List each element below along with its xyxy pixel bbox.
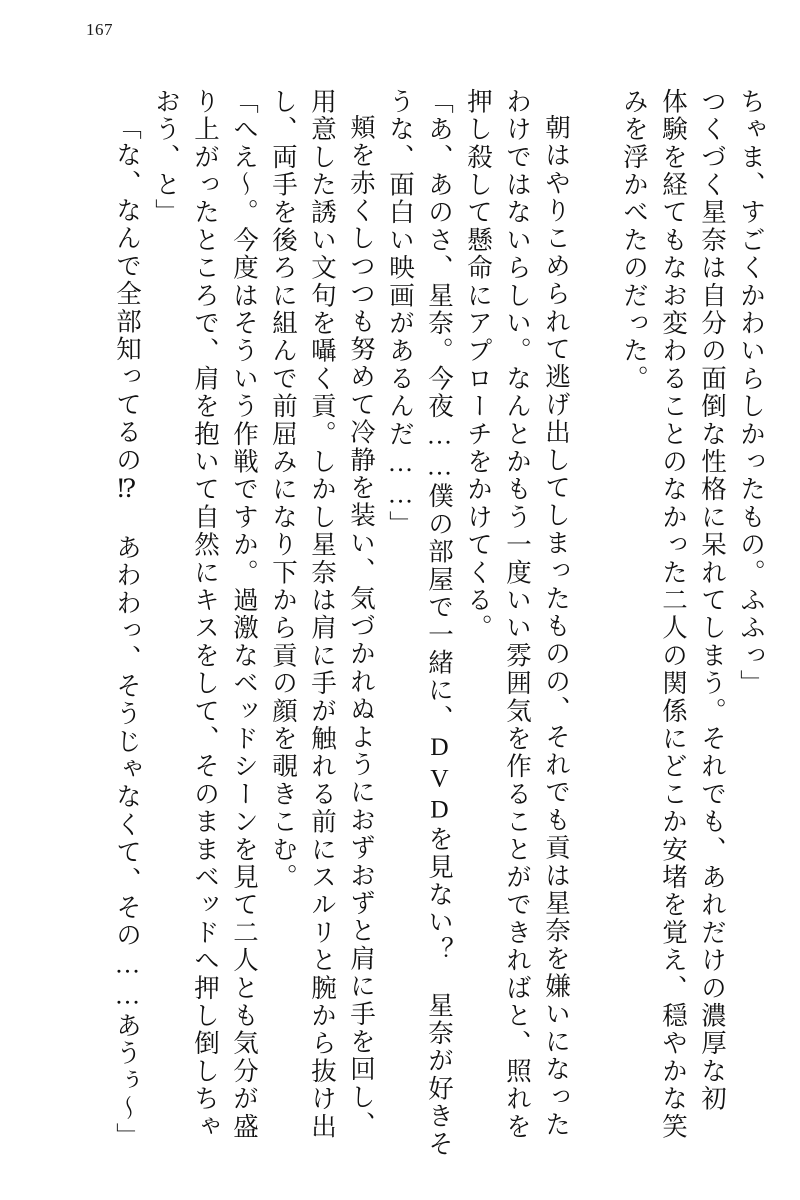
text-line: 体験を経てもなお変わることのなかった二人の関係にどこか安堵を覚え、穏やかな笑 [659,88,688,1141]
text-line: わけではないらしい。なんとかもう一度いい雰囲気を作ることができればと、照れを [503,88,532,1141]
text-line: り上がったところで、肩を抱いて自然にキスをして、そのままベッドへ押し倒しちゃ [191,88,220,1141]
text-line: 「な、なんで全部知ってるの⁉ あわわっ、そうじゃなくて、その……あうぅ～」 [113,114,142,1151]
text-line: うな、面白い映画があるんだ……」 [386,88,415,539]
text-line: 用意した誘い文句を囁く貢。しかし星奈は肩に手が触れる前にスルリと腕から抜け出 [308,88,337,1141]
text-line: 「へえ～。今度はそういう作戦ですか。過激なベッドシーンを見て二人とも気分が盛 [230,88,259,1141]
text-line: 押し殺して懸命にアプローチをかけてくる。 [464,88,493,642]
page-number: 167 [86,20,113,39]
text-line: つくづく星奈は自分の面倒な性格に呆れてしまう。それでも、あれだけの濃厚な初 [698,88,727,1113]
text-line-blank [569,88,608,1172]
text-line: 朝はやりこめられて逃げ出してしまったものの、それでも貢は星奈を嫌いになった [542,114,571,1139]
text-line: おう、と」 [152,88,181,227]
text-line: ちゃま、すごくかわいらしかったもの。ふふっ」 [737,88,766,698]
text-line: みを浮かべたのだった。 [620,88,649,393]
vertical-text-body [40,88,764,1172]
text-line: 「あ、あのさ、星奈。今夜……僕の部屋で一緒に、DVDを見ない？ 星奈が好きそ [425,88,454,1159]
text-line: 頬を赤くしつつも努めて冷静を装い、気づかれぬようにおずおずと肩に手を回し、 [347,114,376,1139]
text-line: し、両手を後ろに組んで前屈みになり下から貢の顔を覗きこむ。 [269,88,298,892]
